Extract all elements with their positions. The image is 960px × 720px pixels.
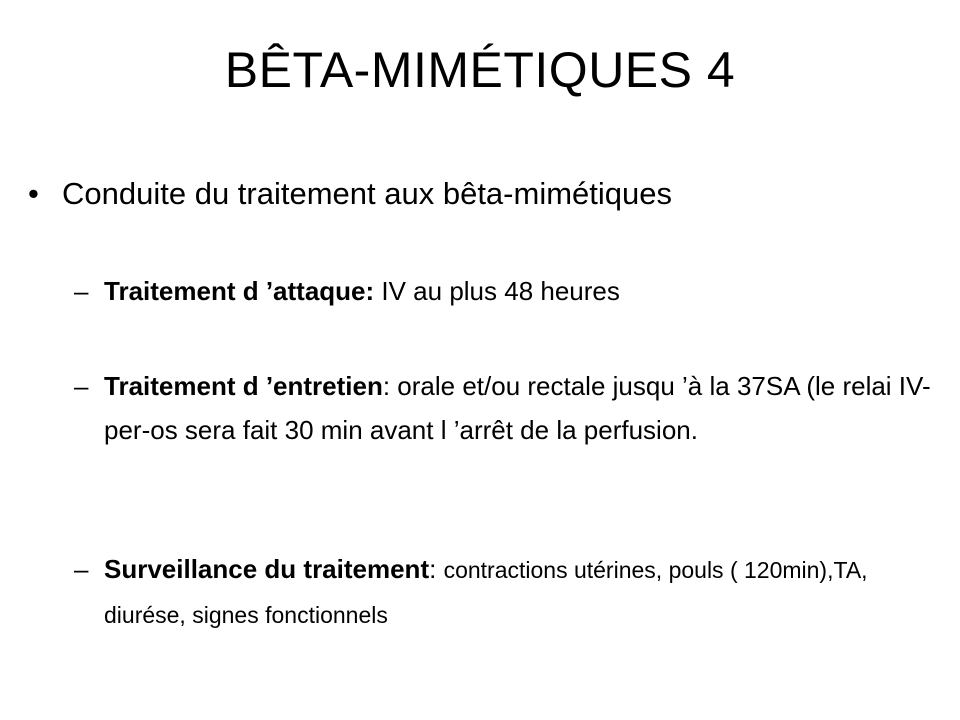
slide-title: BÊTA-MIMÉTIQUES 4 bbox=[224, 42, 736, 98]
sub-bullet-body: : orale et/ou rectale jusqu ’à la 37SA (le relai IV-per-os sera fait 30 min avant l ’arrêt de la perfusion. bbox=[104, 371, 931, 445]
sub-bullet-text bbox=[104, 269, 934, 313]
sub-bullet-maintenance-treatment bbox=[74, 364, 934, 452]
sub-bullet-colon: : bbox=[429, 554, 444, 584]
dash-icon: – bbox=[74, 554, 89, 584]
bullet-icon: • bbox=[28, 176, 39, 211]
main-bullet-text: Conduite du traitement aux bêta-mimétiques bbox=[62, 176, 672, 211]
dash-icon: – bbox=[74, 371, 89, 401]
dash-icon: – bbox=[74, 276, 89, 306]
sub-bullet-label: Traitement d ’attaque: bbox=[104, 276, 375, 306]
sub-bullet-body: contractions utérines, pouls ( 120min),TA, diurése, signes fonctionnels bbox=[104, 557, 868, 628]
sub-bullet-text bbox=[104, 547, 934, 637]
sub-bullet-label: Surveillance du traitement bbox=[104, 554, 430, 584]
sub-bullet-body: IV au plus 48 heures bbox=[374, 276, 620, 306]
sub-bullet-attack-treatment bbox=[74, 269, 934, 313]
main-bullet bbox=[28, 168, 928, 220]
sub-bullet-monitoring bbox=[74, 547, 934, 637]
sub-bullet-label: Traitement d ’entretien bbox=[104, 371, 383, 401]
sub-bullet-text bbox=[104, 364, 934, 452]
